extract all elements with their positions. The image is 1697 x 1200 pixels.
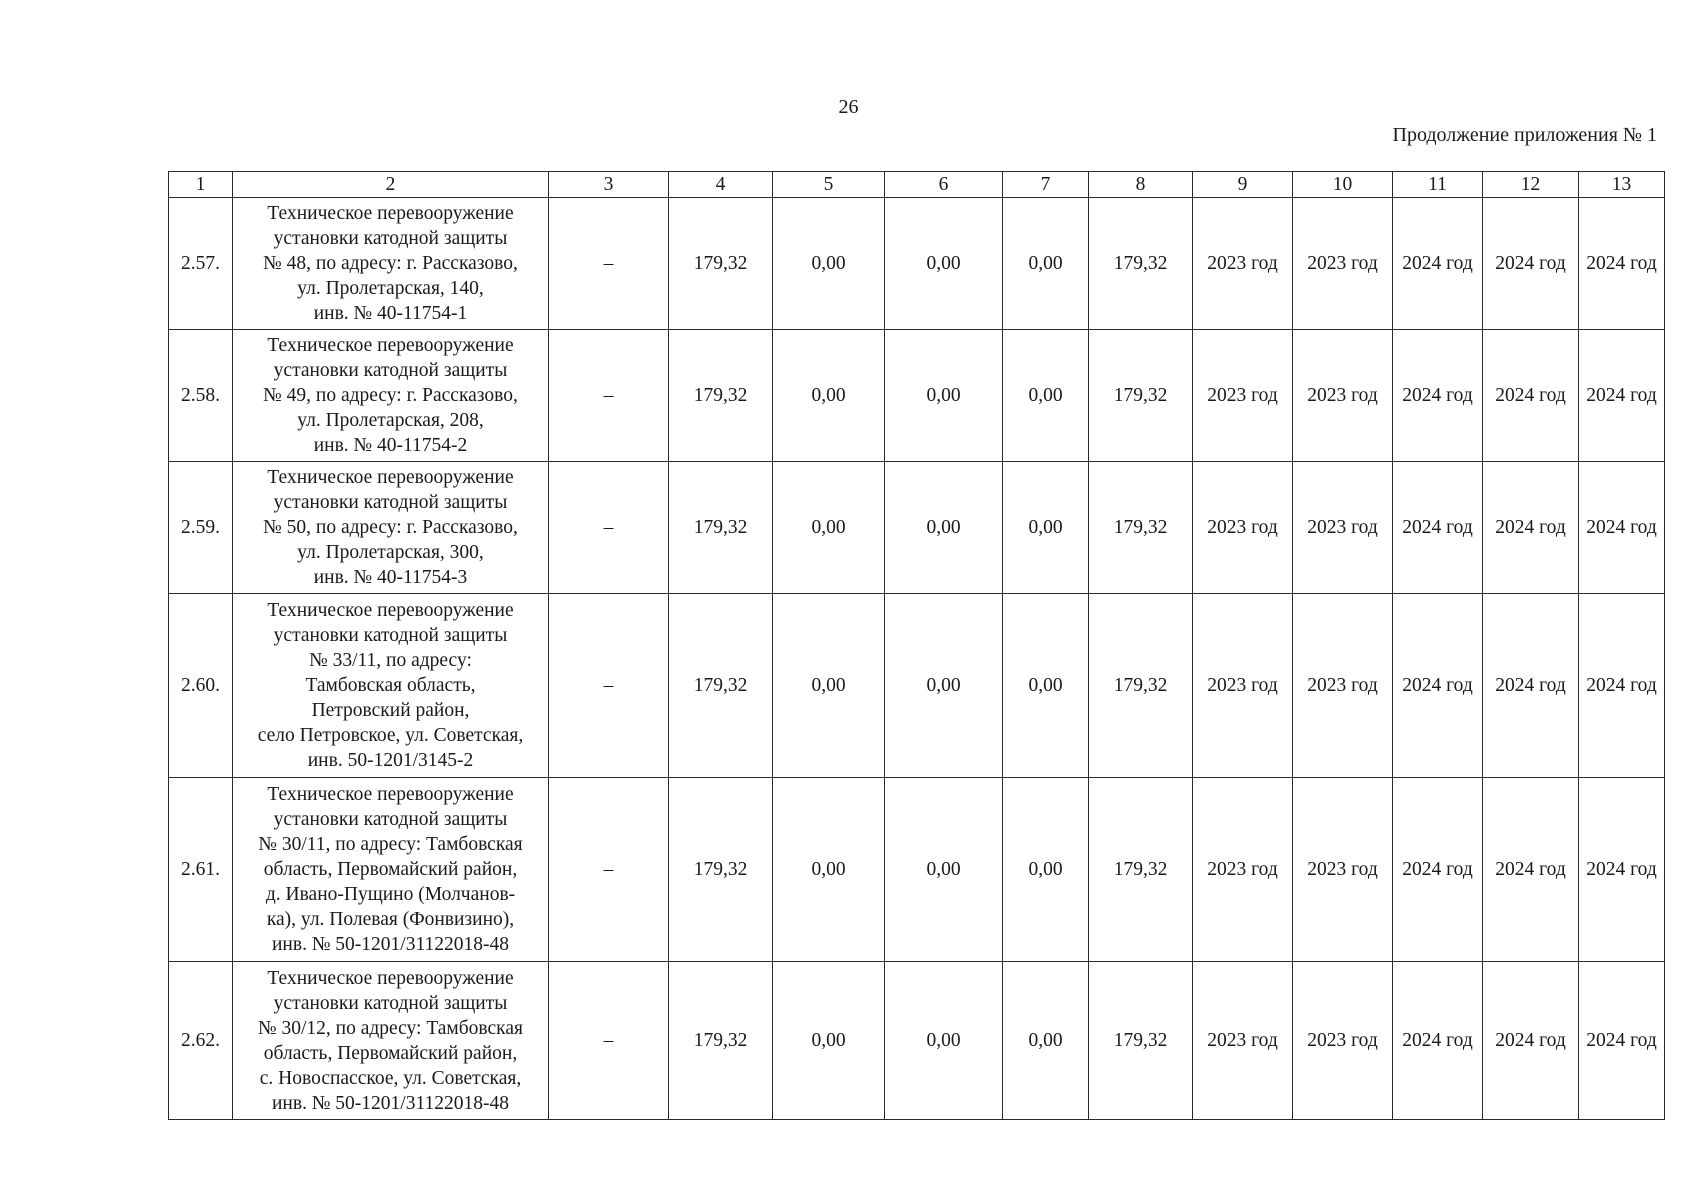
- column-header: 6: [885, 172, 1003, 198]
- description-line: инв. № 40-11754-3: [313, 567, 468, 588]
- cell-col-13: 2024 год: [1579, 198, 1665, 330]
- cell-col-8: 179,32: [1089, 330, 1193, 462]
- cell-col-10: 2023 год: [1293, 462, 1393, 594]
- table-row: [169, 778, 1665, 962]
- row-description: [233, 462, 549, 594]
- cell-col-12: 2024 год: [1483, 330, 1579, 462]
- cell-col-5: 0,00: [773, 330, 885, 462]
- description-line: № 30/11, по адресу: Тамбовская: [258, 834, 523, 855]
- description-line: ул. Пролетарская, 300,: [297, 542, 484, 563]
- row-number: 2.59.: [169, 462, 233, 594]
- description-line: д. Ивано-Пущино (Молчанов-: [265, 884, 516, 905]
- table-row: [169, 462, 1665, 594]
- column-header: 7: [1003, 172, 1089, 198]
- column-header: 10: [1293, 172, 1393, 198]
- cell-col-6: 0,00: [885, 594, 1003, 778]
- cell-col-10: 2023 год: [1293, 594, 1393, 778]
- table-row: [169, 198, 1665, 330]
- cell-col-10: 2023 год: [1293, 198, 1393, 330]
- description-line: инв. № 40-11754-1: [313, 303, 468, 324]
- description-line: область, Первомайский район,: [263, 859, 518, 880]
- description-line: Техническое перевооружение: [267, 203, 514, 224]
- row-number: 2.57.: [169, 198, 233, 330]
- row-description: [233, 330, 549, 462]
- cell-col-11: 2024 год: [1393, 462, 1483, 594]
- row-description: [233, 778, 549, 962]
- cell-col-13: 2024 год: [1579, 594, 1665, 778]
- description-line: село Петровское, ул. Советская,: [257, 725, 524, 746]
- page-number: 26: [838, 96, 859, 118]
- cell-col-5: 0,00: [773, 778, 885, 962]
- continuation-label: Продолжение приложения № 1: [1392, 124, 1657, 146]
- cell-col-13: 2024 год: [1579, 778, 1665, 962]
- cell-col-3: –: [549, 594, 669, 778]
- row-description: [233, 594, 549, 778]
- cell-col-6: 0,00: [885, 462, 1003, 594]
- cell-col-7: 0,00: [1003, 330, 1089, 462]
- cell-col-5: 0,00: [773, 594, 885, 778]
- description-line: ул. Пролетарская, 140,: [297, 278, 484, 299]
- column-header: 11: [1393, 172, 1483, 198]
- cell-col-9: 2023 год: [1193, 330, 1293, 462]
- row-number: 2.61.: [169, 778, 233, 962]
- description-line: Тамбовская область,: [305, 675, 476, 696]
- cell-col-4: 179,32: [669, 462, 773, 594]
- description-line: Техническое перевооружение: [267, 784, 514, 805]
- description-line: установки катодной защиты: [273, 625, 508, 646]
- column-header: 12: [1483, 172, 1579, 198]
- cell-col-11: 2024 год: [1393, 330, 1483, 462]
- column-header: 8: [1089, 172, 1193, 198]
- cell-col-11: 2024 год: [1393, 594, 1483, 778]
- cell-col-3: –: [549, 462, 669, 594]
- cell-col-3: –: [549, 330, 669, 462]
- cell-col-10: 2023 год: [1293, 962, 1393, 1120]
- column-header: 9: [1193, 172, 1293, 198]
- cell-col-9: 2023 год: [1193, 198, 1293, 330]
- description-line: с. Новоспасское, ул. Советская,: [259, 1067, 522, 1089]
- cell-col-8: 179,32: [1089, 962, 1193, 1120]
- cell-col-13: 2024 год: [1579, 462, 1665, 594]
- cell-col-7: 0,00: [1003, 962, 1089, 1120]
- description-line: ка), ул. Полевая (Фонвизино),: [266, 909, 515, 930]
- cell-col-6: 0,00: [885, 198, 1003, 330]
- cell-col-5: 0,00: [773, 462, 885, 594]
- appendix-table: [168, 171, 1665, 1120]
- cell-col-13: 2024 год: [1579, 962, 1665, 1120]
- cell-col-9: 2023 год: [1193, 778, 1293, 962]
- cell-col-4: 179,32: [669, 594, 773, 778]
- description-line: установки катодной защиты: [273, 228, 508, 249]
- column-header: 5: [773, 172, 885, 198]
- description-line: установки катодной защиты: [273, 492, 508, 513]
- cell-col-4: 179,32: [669, 330, 773, 462]
- description-line: установки катодной защиты: [273, 360, 508, 381]
- description-line: № 30/12, по адресу: Тамбовская: [257, 1017, 523, 1039]
- row-number: 2.62.: [169, 962, 233, 1120]
- description-line: № 50, по адресу: г. Рассказово,: [263, 517, 518, 538]
- cell-col-9: 2023 год: [1193, 462, 1293, 594]
- cell-col-7: 0,00: [1003, 594, 1089, 778]
- cell-col-11: 2024 год: [1393, 962, 1483, 1120]
- description-line: Техническое перевооружение: [267, 335, 514, 356]
- description-line: Техническое перевооружение: [267, 967, 514, 989]
- row-description: [233, 962, 549, 1120]
- cell-col-12: 2024 год: [1483, 962, 1579, 1120]
- cell-col-5: 0,00: [773, 198, 885, 330]
- description-line: Петровский район,: [311, 700, 470, 721]
- description-line: инв. № 50-1201/31122018-48: [272, 1092, 509, 1114]
- cell-col-11: 2024 год: [1393, 778, 1483, 962]
- cell-col-12: 2024 год: [1483, 594, 1579, 778]
- cell-col-7: 0,00: [1003, 778, 1089, 962]
- cell-col-6: 0,00: [885, 330, 1003, 462]
- cell-col-8: 179,32: [1089, 462, 1193, 594]
- cell-col-7: 0,00: [1003, 198, 1089, 330]
- table-row: [169, 962, 1665, 1120]
- header-row: [169, 172, 1665, 198]
- table-row: [169, 330, 1665, 462]
- cell-col-5: 0,00: [773, 962, 885, 1120]
- description-line: область, Первомайский район,: [263, 1042, 518, 1064]
- cell-col-8: 179,32: [1089, 198, 1193, 330]
- cell-col-4: 179,32: [669, 962, 773, 1120]
- table-body: [169, 198, 1665, 1120]
- description-line: инв. № 50-1201/31122018-48: [272, 934, 509, 955]
- cell-col-8: 179,32: [1089, 594, 1193, 778]
- cell-col-9: 2023 год: [1193, 962, 1293, 1120]
- cell-col-10: 2023 год: [1293, 330, 1393, 462]
- column-header: 1: [169, 172, 233, 198]
- description-line: инв. 50-1201/3145-2: [307, 750, 474, 771]
- description-line: установки катодной защиты: [273, 809, 508, 830]
- cell-col-3: –: [549, 778, 669, 962]
- cell-col-12: 2024 год: [1483, 462, 1579, 594]
- cell-col-6: 0,00: [885, 962, 1003, 1120]
- description-line: № 49, по адресу: г. Рассказово,: [263, 385, 518, 406]
- description-line: Техническое перевооружение: [267, 467, 514, 488]
- cell-col-12: 2024 год: [1483, 198, 1579, 330]
- column-header: 13: [1579, 172, 1665, 198]
- description-line: № 48, по адресу: г. Рассказово,: [263, 253, 518, 274]
- cell-col-4: 179,32: [669, 198, 773, 330]
- description-line: инв. № 40-11754-2: [313, 435, 468, 456]
- cell-col-4: 179,32: [669, 778, 773, 962]
- row-description: [233, 198, 549, 330]
- column-header: 2: [233, 172, 549, 198]
- row-number: 2.58.: [169, 330, 233, 462]
- description-line: ул. Пролетарская, 208,: [297, 410, 484, 431]
- cell-col-3: –: [549, 198, 669, 330]
- cell-col-6: 0,00: [885, 778, 1003, 962]
- cell-col-9: 2023 год: [1193, 594, 1293, 778]
- description-line: № 33/11, по адресу:: [309, 650, 472, 671]
- cell-col-12: 2024 год: [1483, 778, 1579, 962]
- table-row: [169, 594, 1665, 778]
- column-header: 4: [669, 172, 773, 198]
- cell-col-10: 2023 год: [1293, 778, 1393, 962]
- cell-col-3: –: [549, 962, 669, 1120]
- cell-col-11: 2024 год: [1393, 198, 1483, 330]
- cell-col-7: 0,00: [1003, 462, 1089, 594]
- cell-col-13: 2024 год: [1579, 330, 1665, 462]
- row-number: 2.60.: [169, 594, 233, 778]
- cell-col-8: 179,32: [1089, 778, 1193, 962]
- description-line: установки катодной защиты: [273, 992, 508, 1014]
- column-header: 3: [549, 172, 669, 198]
- description-line: Техническое перевооружение: [267, 600, 514, 621]
